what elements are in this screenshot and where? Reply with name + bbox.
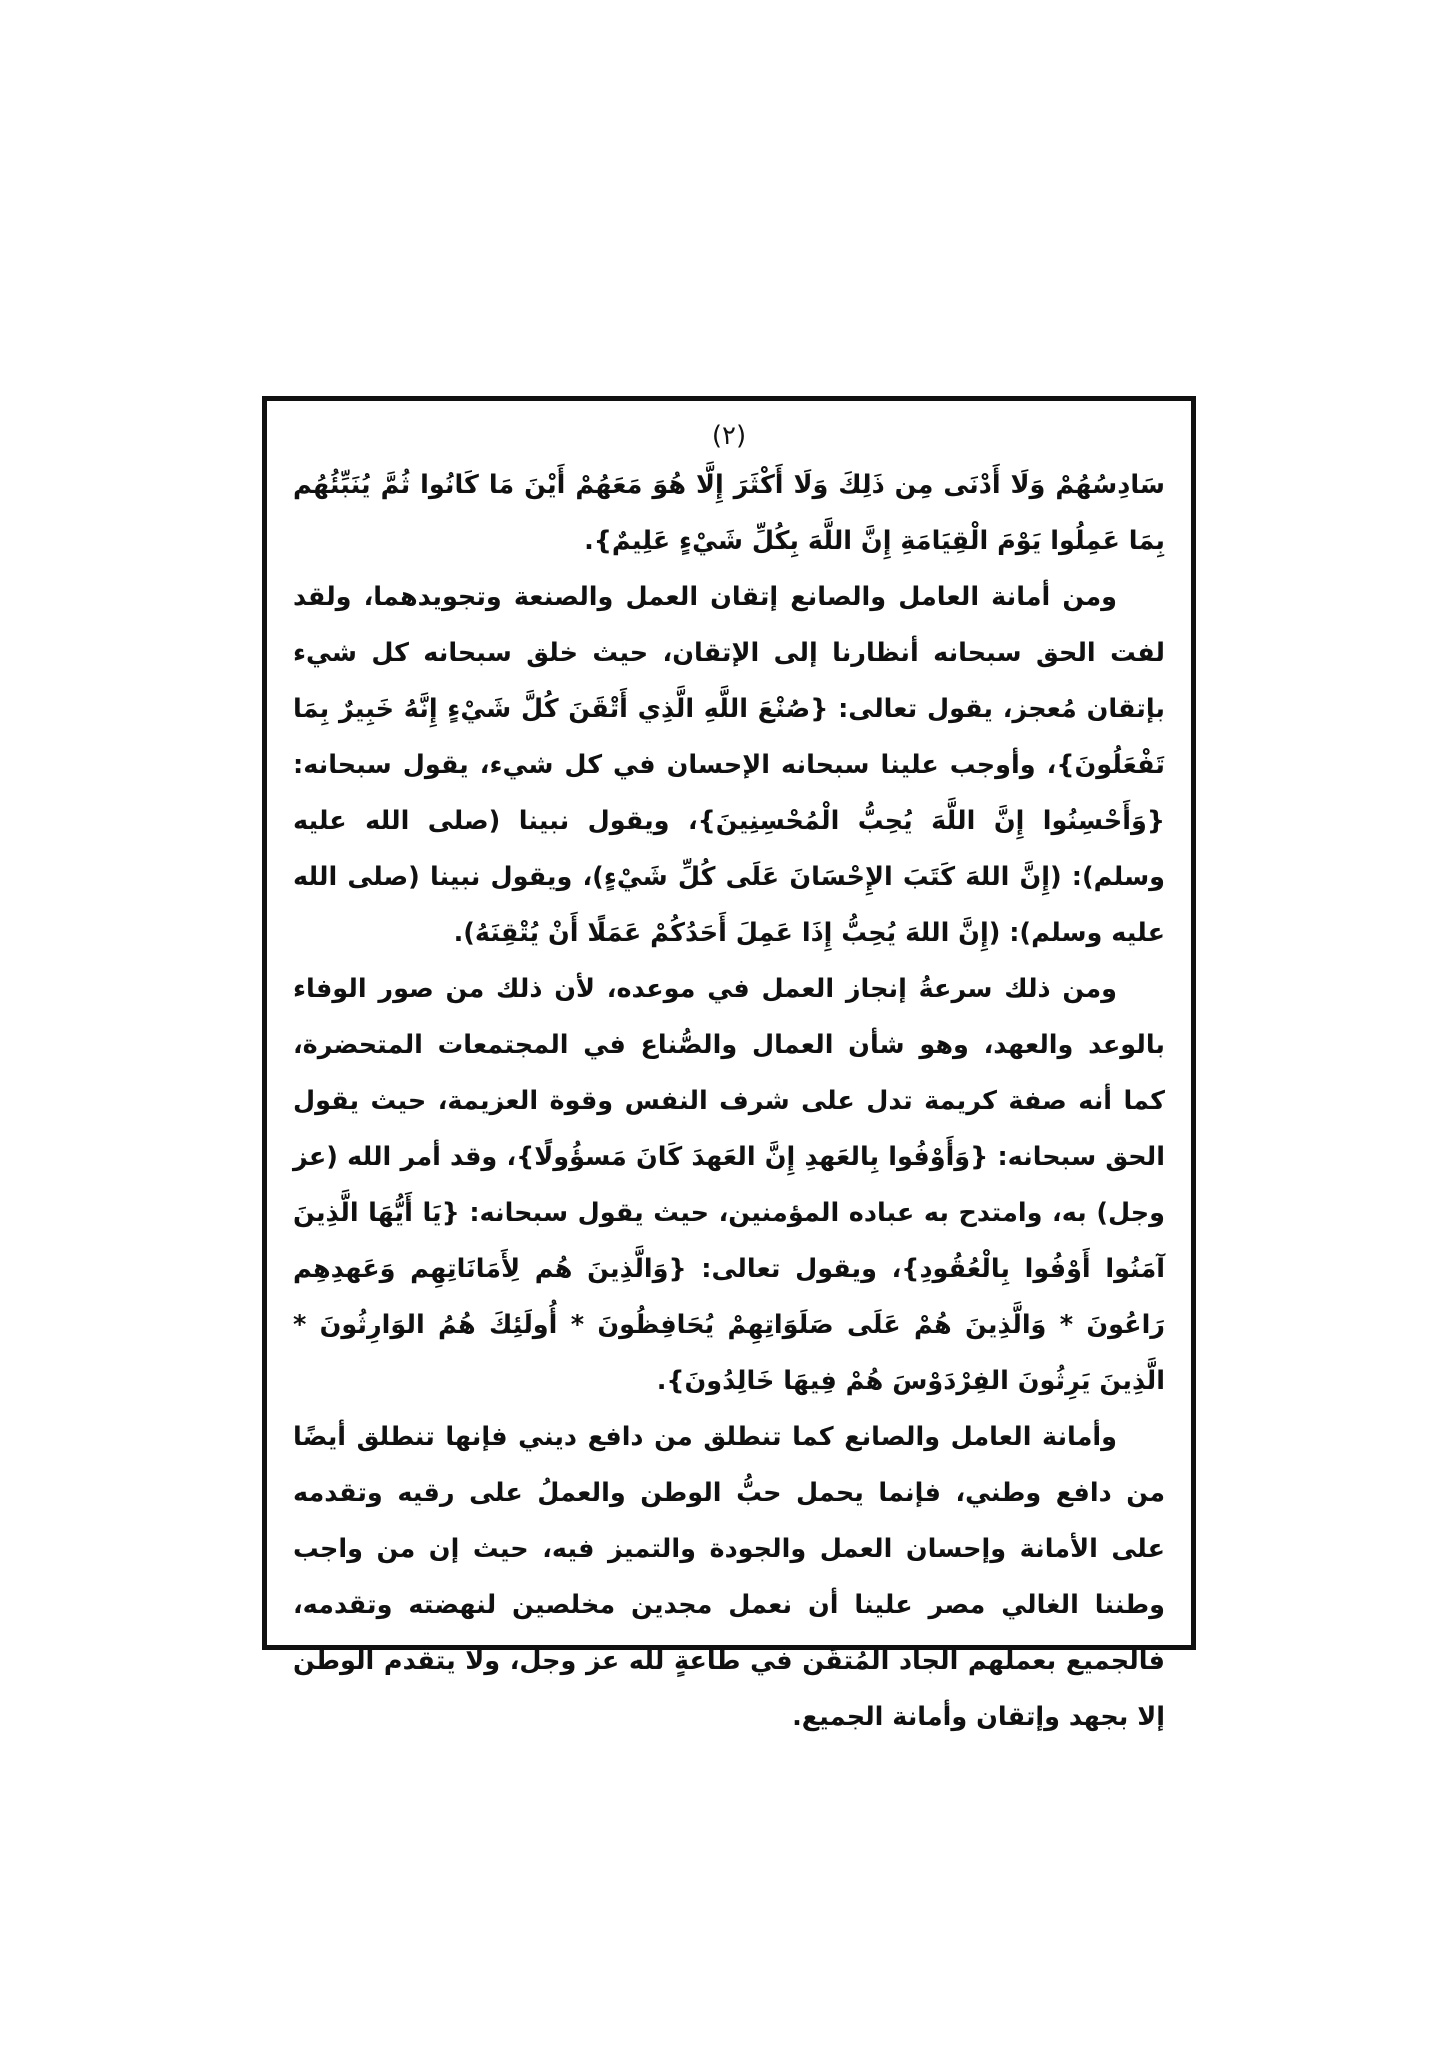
- page-frame: [262, 396, 1196, 1732]
- paragraph-verse-continuation: سَادِسُهُمْ وَلَا أَدْنَى مِن ذَلِكَ وَلَا أَكْثَرَ إِلَّا هُوَ مَعَهُمْ أَيْنَ مَا كَانُوا ثُمَّ يُنَبِّئُهُم بِمَا عَمِلُوا يَوْمَ الْقِيَامَةِ إِنَّ اللَّهَ بِكُلِّ شَيْءٍ عَلِيمٌ}.: [293, 470, 1165, 556]
- page-number: (٢): [711, 421, 747, 451]
- paragraph-promptness: ومن ذلك سرعةُ إنجاز العمل في موعده، لأن ذلك من صور الوفاء بالوعد والعهد، وهو شأن العمال والصُّناع في المجتمعات المتحضرة، كما أنه صفة كريمة تدل على شرف النفس وقوة العزيمة، حيث يقول الحق سبحانه: {وَأَوْفُوا بِالعَهدِ إِنَّ العَهدَ كَانَ مَسؤُولًا}، وقد أمر الله (عز وجل) به، وامتدح به عباده المؤمنين، حيث يقول سبحانه: {يَا أَيُّهَا الَّذِينَ آمَنُوا أَوْفُوا بِالْعُقُودِ}، ويقول تعالى: {وَالَّذِينَ هُم لِأَمَانَاتِهِم وَعَهدِهِم رَاعُونَ * وَالَّذِينَ هُمْ عَلَى صَلَوَاتِهِمْ يُحَافِظُونَ * أُولَئِكَ هُمُ الوَارِثُونَ * الَّذِينَ يَرِثُونَ الفِرْدَوْسَ هُمْ فِيهَا خَالِدُونَ}.: [293, 974, 1165, 1396]
- paragraph-mastery: ومن أمانة العامل والصانع إتقان العمل والصنعة وتجويدهما، ولقد لفت الحق سبحانه أنظارنا إلى الإتقان، حيث خلق سبحانه كل شيء بإتقان مُعجز، يقول تعالى: {صُنْعَ اللَّهِ الَّذِي أَتْقَنَ كُلَّ شَيْءٍ إِنَّهُ خَبِيرٌ بِمَا تَفْعَلُونَ}، وأوجب علينا سبحانه الإحسان في كل شيء، يقول سبحانه: {وَأَحْسِنُوا إِنَّ اللَّهَ يُحِبُّ الْمُحْسِنِينَ}، ويقول نبينا (صلى الله عليه وسلم): (إِنَّ اللهَ كَتَبَ الإِحْسَانَ عَلَى كُلِّ شَيْءٍ)، ويقول نبينا (صلى الله عليه وسلم): (إِنَّ اللهَ يُحِبُّ إِذَا عَمِلَ أَحَدُكُمْ عَمَلًا أَنْ يُتْقِنَهُ).: [293, 582, 1165, 948]
- paragraph-patriotism: وأمانة العامل والصانع كما تنطلق من دافع ديني فإنها تنطلق أيضًا من دافع وطني، فإنما يحمل حبُّ الوطن والعملُ على رقيه وتقدمه على الأمانة وإحسان العمل والجودة والتميز فيه، حيث إن من واجب وطننا الغالي مصر علينا أن نعمل مجدين مخلصين لنهضته وتقدمه، فالجميع بعملهم الجاد المُتقَن في طاعةٍ لله عز وجل، ولا يتقدم الوطن إلا بجهد وإتقان وأمانة الجميع.: [293, 1422, 1165, 1732]
